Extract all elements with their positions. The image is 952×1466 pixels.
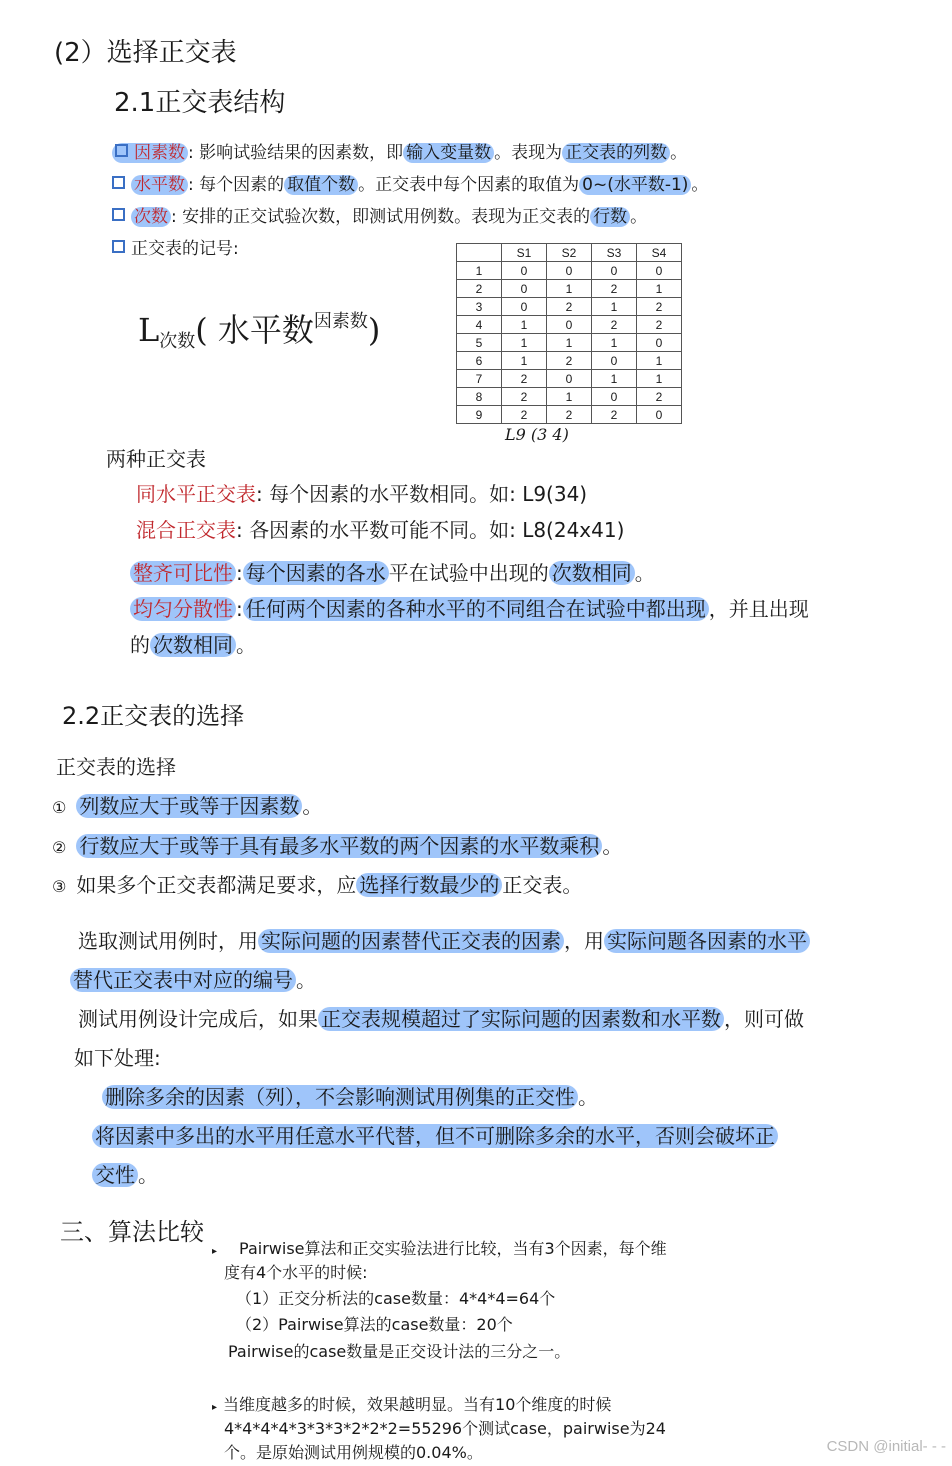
compare-bullet-2-line-1: ▸ 当维度越多的时候，效果越明显。当有10个维度的时候 bbox=[212, 1395, 612, 1414]
table-cell: 2 bbox=[592, 316, 637, 334]
table-cell: 2 bbox=[547, 352, 592, 370]
mixed-level-table: 混合正交表: 各因素的水平数可能不同。如: L8(24x41) bbox=[136, 518, 625, 542]
table-cell: 0 bbox=[637, 406, 682, 424]
table-row bbox=[457, 280, 682, 298]
select-item-3: ③ 如果多个正交表都满足要求，应 选择行数最少的 正交表。 bbox=[52, 873, 583, 897]
section-heading-2-2: 2.2正交表的选择 bbox=[62, 702, 245, 730]
para-line-6: 将因素中多出的水平用任意水平代替，但不可删除多余的水平，否则会破坏正 bbox=[92, 1120, 778, 1149]
notation-formula: $L_{次数}$( 水平数$^{因素数}$) bbox=[138, 311, 381, 352]
square-bullet-icon bbox=[115, 144, 128, 157]
table-cell: 1 bbox=[547, 334, 592, 352]
table-cell: 0 bbox=[637, 334, 682, 352]
compare-bullet-2-line-3: 个。是原始测试用例规模的0.04%。 bbox=[224, 1443, 483, 1462]
orthogonal-table bbox=[456, 243, 682, 424]
table-header-cell: S2 bbox=[547, 244, 592, 262]
table-cell: 2 bbox=[637, 388, 682, 406]
table-cell: 2 bbox=[547, 406, 592, 424]
table-cell: 1 bbox=[637, 370, 682, 388]
table-cell: 2 bbox=[637, 298, 682, 316]
property-uniformity: 均匀分散性 : 任何两个因素的各种水平的不同组合在试验中都出现 ，并且出现 bbox=[130, 593, 809, 622]
table-cell: 0 bbox=[502, 280, 547, 298]
table-row bbox=[457, 388, 682, 406]
watermark: CSDN @initial- - - bbox=[826, 1438, 946, 1455]
table-row bbox=[457, 316, 682, 334]
circled-number: ③ bbox=[52, 877, 67, 896]
table-cell: 2 bbox=[592, 280, 637, 298]
table-cell: 1 bbox=[637, 352, 682, 370]
table-cell: 0 bbox=[592, 262, 637, 280]
table-cell: 2 bbox=[502, 406, 547, 424]
para-line-7: 交性 。 bbox=[92, 1159, 158, 1188]
select-item-2: ② 行数应大于或等于具有最多水平数的两个因素的水平数乘积 。 bbox=[52, 834, 623, 858]
table-body bbox=[457, 262, 682, 424]
def-levels: 水平数 : 每个因素的 取值个数 。正交表中每个因素的取值为 0~(水平数-1) 。 bbox=[112, 170, 708, 195]
table-cell: 1 bbox=[502, 352, 547, 370]
table-row bbox=[457, 334, 682, 352]
table-cell: 6 bbox=[457, 352, 502, 370]
para-line-5: 删除多余的因素（列），不会影响测试用例集的正交性 。 bbox=[102, 1081, 598, 1110]
table-cell: 9 bbox=[457, 406, 502, 424]
same-level-table: 同水平正交表: 每个因素的水平数相同。如: L9(34) bbox=[136, 482, 588, 506]
table-cell: 0 bbox=[547, 262, 592, 280]
table-cell: 1 bbox=[592, 334, 637, 352]
property-uniformity-cont: 的 次数相同 。 bbox=[130, 633, 256, 657]
table-cell: 8 bbox=[457, 388, 502, 406]
table-cell: 1 bbox=[547, 388, 592, 406]
table-header-row bbox=[457, 244, 682, 262]
table-header-cell bbox=[457, 244, 502, 262]
table-cell: 4 bbox=[457, 316, 502, 334]
table-header-cell: S3 bbox=[592, 244, 637, 262]
para-line-4: 如下处理: bbox=[74, 1046, 161, 1070]
table-cell: 0 bbox=[592, 388, 637, 406]
table-cell: 1 bbox=[502, 334, 547, 352]
table-cell: 2 bbox=[637, 316, 682, 334]
section-heading-2-1: 2.1正交表结构 bbox=[114, 88, 286, 118]
compare-bullet-1-line-1: ▸ Pairwise算法和正交实验法进行比较，当有3个因素，每个维 bbox=[212, 1239, 667, 1258]
table-cell: 2 bbox=[547, 298, 592, 316]
para-line-3: 测试用例设计完成后，如果 正交表规模超过了实际问题的因素数和水平数 ，则可做 bbox=[78, 1007, 804, 1031]
property-comparability: 整齐可比性 : 每个因素的各水 平在试验中出现的 次数相同 。 bbox=[130, 557, 655, 586]
table-cell: 1 bbox=[592, 370, 637, 388]
para-line-2: 替代正交表中对应的编号 。 bbox=[70, 964, 316, 993]
table-cell: 5 bbox=[457, 334, 502, 352]
compare-bullet-1-line-2: 度有4个水平的时候: bbox=[224, 1263, 368, 1282]
table-header-cell: S1 bbox=[502, 244, 547, 262]
table-cell: 1 bbox=[502, 316, 547, 334]
square-bullet-icon bbox=[112, 240, 125, 253]
section-heading-3: 三、算法比较 bbox=[60, 1218, 204, 1246]
table-cell: 3 bbox=[457, 298, 502, 316]
def-notation: 正交表的记号: bbox=[112, 234, 239, 259]
table-row bbox=[457, 298, 682, 316]
table-cell: 2 bbox=[592, 406, 637, 424]
circled-number: ② bbox=[52, 838, 67, 857]
table-cell: 0 bbox=[502, 298, 547, 316]
table-row bbox=[457, 262, 682, 280]
compare-bullet-1-line-3: （1）正交分析法的case数量：4*4*4=64个 bbox=[236, 1289, 556, 1308]
table-cell: 0 bbox=[547, 316, 592, 334]
table-cell: 2 bbox=[502, 388, 547, 406]
square-bullet-icon bbox=[112, 208, 125, 221]
table-cell: 1 bbox=[547, 280, 592, 298]
table-row bbox=[457, 352, 682, 370]
compare-bullet-1-line-4: （2）Pairwise算法的case数量：20个 bbox=[236, 1315, 513, 1334]
table-header-cell: S4 bbox=[637, 244, 682, 262]
table-cell: 1 bbox=[457, 262, 502, 280]
section-heading-2: (2）选择正交表 bbox=[54, 38, 237, 68]
select-item-1: ① 列数应大于或等于因素数 。 bbox=[52, 794, 323, 818]
para-line-1: 选取测试用例时，用 实际问题的因素替代正交表的因素 ，用 实际问题各因素的水平 bbox=[78, 925, 810, 954]
bullet-dot-icon: ▸ bbox=[212, 1246, 218, 1257]
table-caption-handwritten: L9 (3 4) bbox=[505, 425, 569, 444]
table-row bbox=[457, 370, 682, 388]
table-cell: 2 bbox=[457, 280, 502, 298]
circled-number: ① bbox=[52, 798, 67, 817]
table-cell: 0 bbox=[502, 262, 547, 280]
two-types-title: 两种正交表 bbox=[106, 447, 206, 471]
compare-bullet-2-line-2: 4*4*4*4*3*3*3*2*2*2=55296个测试case，pairwise为24 bbox=[224, 1419, 666, 1438]
compare-bullet-1-line-5: Pairwise的case数量是正交设计法的三分之一。 bbox=[228, 1342, 571, 1361]
table-cell: 0 bbox=[547, 370, 592, 388]
table-cell: 7 bbox=[457, 370, 502, 388]
select-title: 正交表的选择 bbox=[56, 755, 176, 779]
table-cell: 1 bbox=[637, 280, 682, 298]
table-cell: 0 bbox=[637, 262, 682, 280]
def-factors: 因素数 : 影响试验结果的因素数，即 输入变量数 。表现为 正交表的列数 。 bbox=[112, 138, 687, 163]
def-runs: 次数 : 安排的正交试验次数，即测试用例数。表现为正交表的 行数 。 bbox=[112, 202, 647, 227]
table-row bbox=[457, 406, 682, 424]
table-cell: 2 bbox=[502, 370, 547, 388]
bullet-dot-icon: ▸ bbox=[212, 1402, 218, 1413]
square-bullet-icon bbox=[112, 176, 125, 189]
table-cell: 0 bbox=[592, 352, 637, 370]
table-cell: 1 bbox=[592, 298, 637, 316]
